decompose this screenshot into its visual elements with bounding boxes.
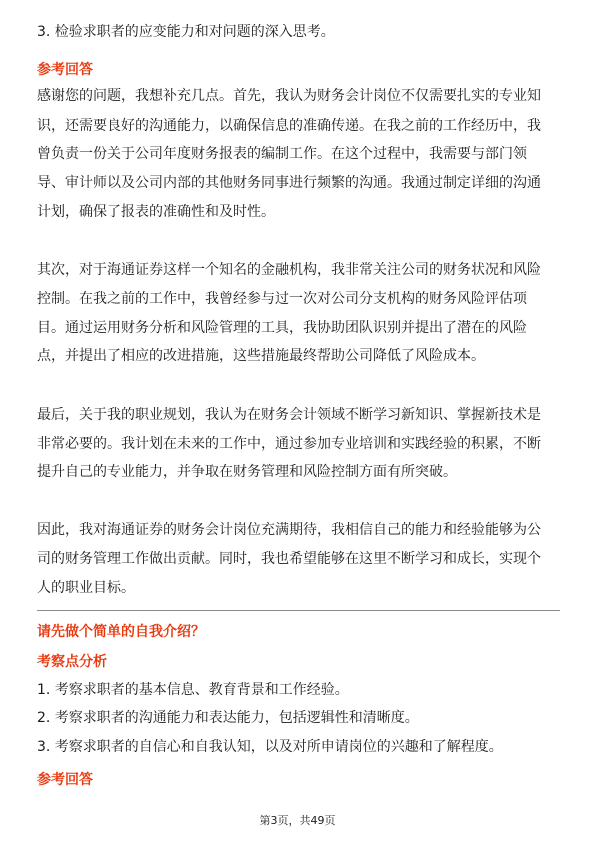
page-number: 第3页，共49页 [259,814,336,827]
answer-line: 计划，确保了报表的准确性和及时性。 [37,204,275,220]
analysis-item: 2. 考察求职者的沟通能力和表达能力，包括逻辑性和清晰度。 [37,710,419,726]
answer-line: 目。通过运用财务分析和风险管理的工具，我协助团队识别并提出了潜在的风险 [37,320,527,336]
answer-line: 提升自己的专业能力，并争取在财务管理和风险控制方面有所突破。 [37,464,457,480]
answer-line: 控制。在我之前的工作中，我曾经参与过一次对公司分支机构的财务风险评估项 [37,291,527,307]
answer-line: 因此，我对海通证券的财务会计岗位充满期待，我相信自己的能力和经验能够为公 [37,522,541,538]
reference-answer-heading: 参考回答 [37,62,93,78]
analysis-item: 3. 考察求职者的自信心和自我认知，以及对所申请岗位的兴趣和了解程度。 [37,739,503,755]
reference-answer-heading: 参考回答 [37,772,93,788]
answer-line: 其次，对于海通证券这样一个知名的金融机构，我非常关注公司的财务状况和风险 [37,262,541,278]
section-divider [37,610,560,611]
answer-line: 识，还需要良好的沟通能力，以确保信息的准确传递。在我之前的工作经历中，我 [37,118,541,134]
answer-line: 曾负责一份关于公司年度财务报表的编制工作。在这个过程中，我需要与部门领 [37,146,527,162]
analysis-heading: 考察点分析 [37,654,107,670]
answer-line: 导、审计师以及公司内部的其他财务同事进行频繁的沟通。我通过制定详细的沟通 [37,175,541,191]
intro-list-item: 3. 检验求职者的应变能力和对问题的深入思考。 [37,24,335,40]
answer-line: 点，并提出了相应的改进措施，这些措施最终帮助公司降低了风险成本。 [37,348,485,364]
analysis-item: 1. 考察求职者的基本信息、教育背景和工作经验。 [37,682,349,698]
answer-line: 非常必要的。我计划在未来的工作中，通过参加专业培训和实践经验的积累，不断 [37,436,541,452]
question-heading: 请先做个简单的自我介绍？ [37,624,205,640]
answer-line: 司的财务管理工作做出贡献。同时，我也希望能够在这里不断学习和成长，实现个 [37,551,541,567]
document-page [37,0,560,842]
answer-line: 最后，关于我的职业规划，我认为在财务会计领域不断学习新知识、掌握新技术是 [37,407,541,423]
answer-line: 人的职业目标。 [37,580,135,596]
answer-line: 感谢您的问题，我想补充几点。首先，我认为财务会计岗位不仅需要扎实的专业知 [37,88,541,104]
